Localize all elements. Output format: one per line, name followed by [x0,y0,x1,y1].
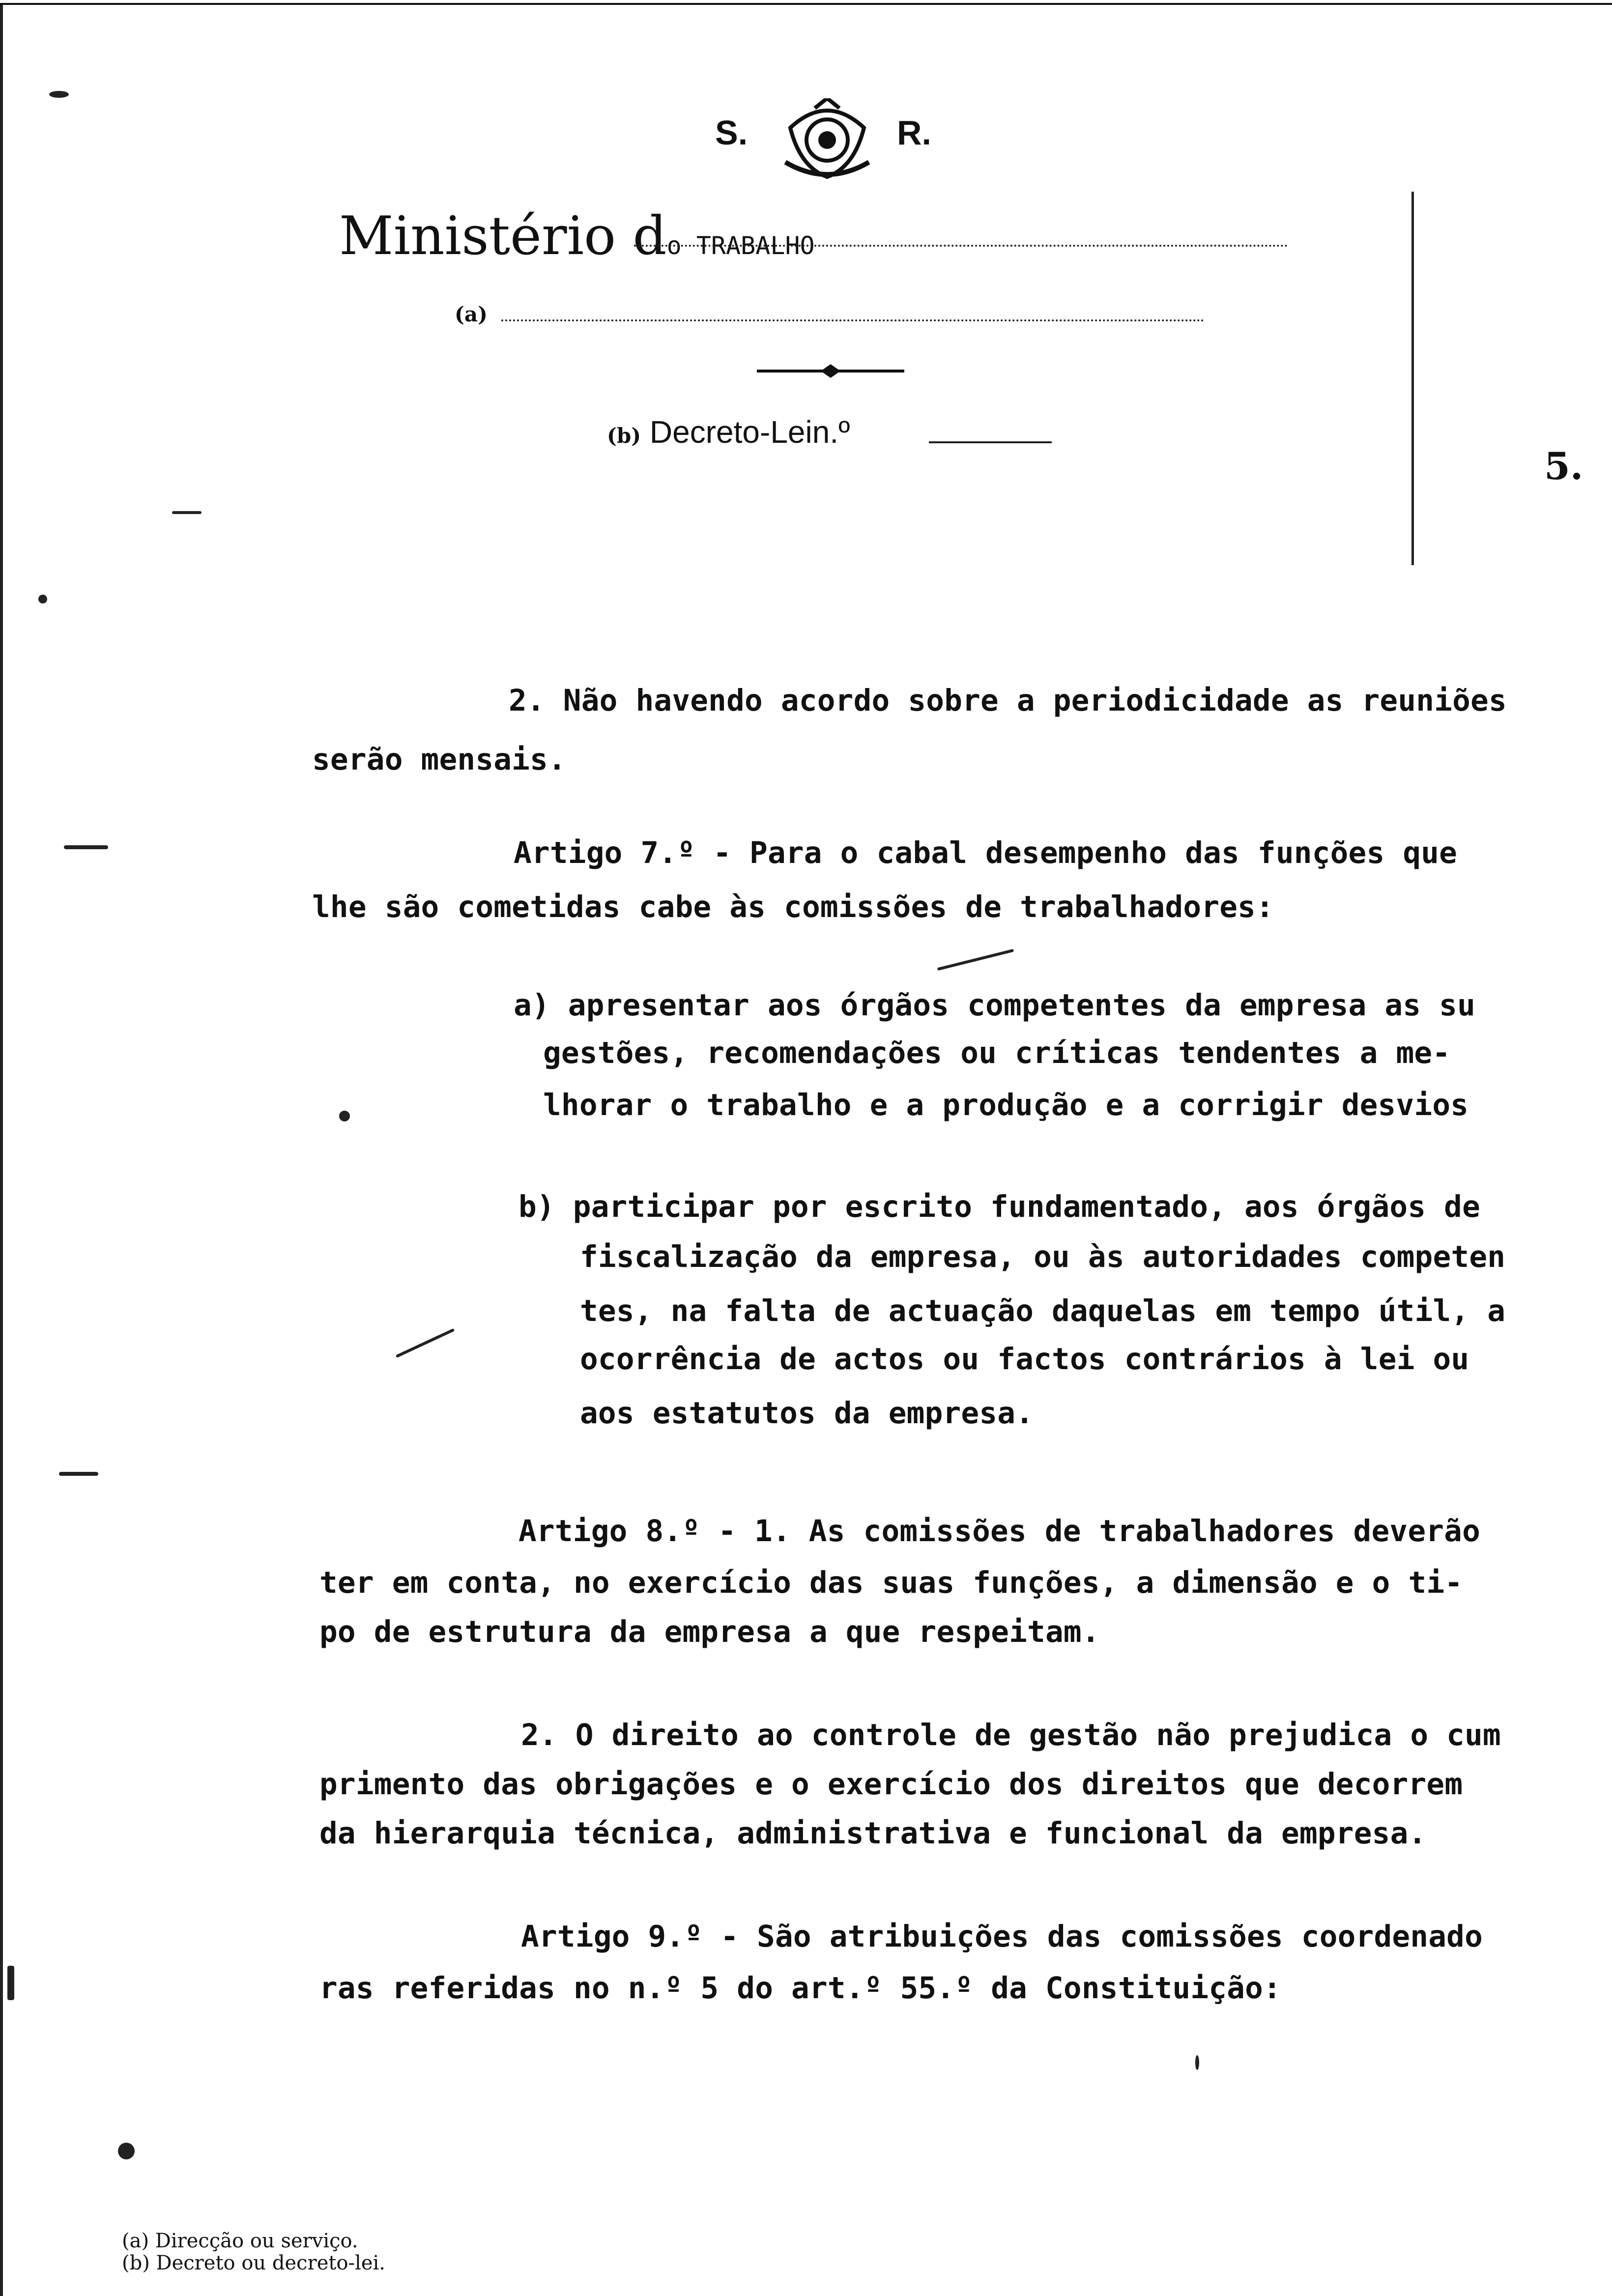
decree-label: Decreto-Lein.º [649,414,850,450]
s-letter: S. [715,114,748,152]
speck [396,1328,455,1358]
footnote-b: (b) Decreto ou decreto-lei. [122,2252,386,2274]
ministry-heading [339,205,815,267]
body-line: lhe são cometidas cabe às comissões de trabalhadores: [312,890,1274,924]
page-number: 5. [1544,444,1583,488]
body-line: lhorar o trabalho e a produção e a corrigir desvios [543,1088,1469,1122]
body-line: a) apresentar aos órgãos competentes da empresa as su [514,988,1476,1023]
ministry-label: Ministério d [339,205,667,267]
margin-rule [1411,192,1414,565]
body-line: 2. O direito ao controle de gestão não prejudica o cum [521,1718,1501,1752]
decree-number-line [929,441,1052,443]
left-edge [0,5,3,2296]
department-name: o TRABALHO [666,231,815,260]
body-line: po de estrutura da empresa a que respeitam. [319,1614,1100,1649]
top-border [0,3,1612,5]
body-line: Artigo 9.º - São atribuições das comissões coordenado [521,1919,1483,1954]
a-marker: (a) [455,302,488,326]
body-line: Artigo 7.º - Para o cabal desempenho das funções que [514,835,1458,870]
speck [1195,2055,1199,2070]
speck [339,1111,350,1121]
r-letter: R. [897,114,931,152]
speck [118,2143,135,2159]
body-line: aos estatutos da empresa. [580,1396,1034,1431]
body-line: serão mensais. [312,742,566,777]
coat-of-arms-icon [780,98,874,182]
body-line: primento das obrigações e o exercício dos direitos que decorrem [319,1767,1463,1802]
speck [49,91,69,98]
body-line: 2. Não havendo acordo sobre a periodicidade as reuniões [509,683,1507,718]
department-dotted-line [634,245,1288,247]
body-line: ras referidas no n.º 5 do art.º 55.º da Constituição: [319,1971,1282,2006]
speck [59,1472,98,1476]
body-line: Artigo 8.º - 1. As comissões de trabalhadores deverão [518,1514,1481,1549]
speck [172,511,202,514]
speck [937,949,1014,971]
body-line: ter em conta, no exercício das suas funções, a dimensão e o ti- [319,1565,1463,1600]
speck [7,1966,14,2000]
body-line: ocorrência de actos ou factos contrários à lei ou [580,1342,1469,1377]
ornament-divider-icon [757,361,904,381]
body-line: da hierarquia técnica, administrativa e funcional da empresa. [319,1816,1427,1851]
speck [38,595,47,603]
body-line: b) participar por escrito fundamentado, aos órgãos de [518,1189,1481,1224]
b-marker: (b) [607,424,641,448]
body-line: fiscalização da empresa, ou às autoridades competen [580,1239,1506,1274]
speck [64,845,108,849]
decree-line [607,414,850,450]
body-line: tes, na falta de actuação daquelas em tempo útil, a [580,1293,1506,1328]
footnote-a: (a) Direcção ou serviço. [122,2230,358,2252]
body-line: gestões, recomendações ou críticas tendentes a me- [543,1035,1451,1070]
direction-dotted-line [501,319,1204,321]
